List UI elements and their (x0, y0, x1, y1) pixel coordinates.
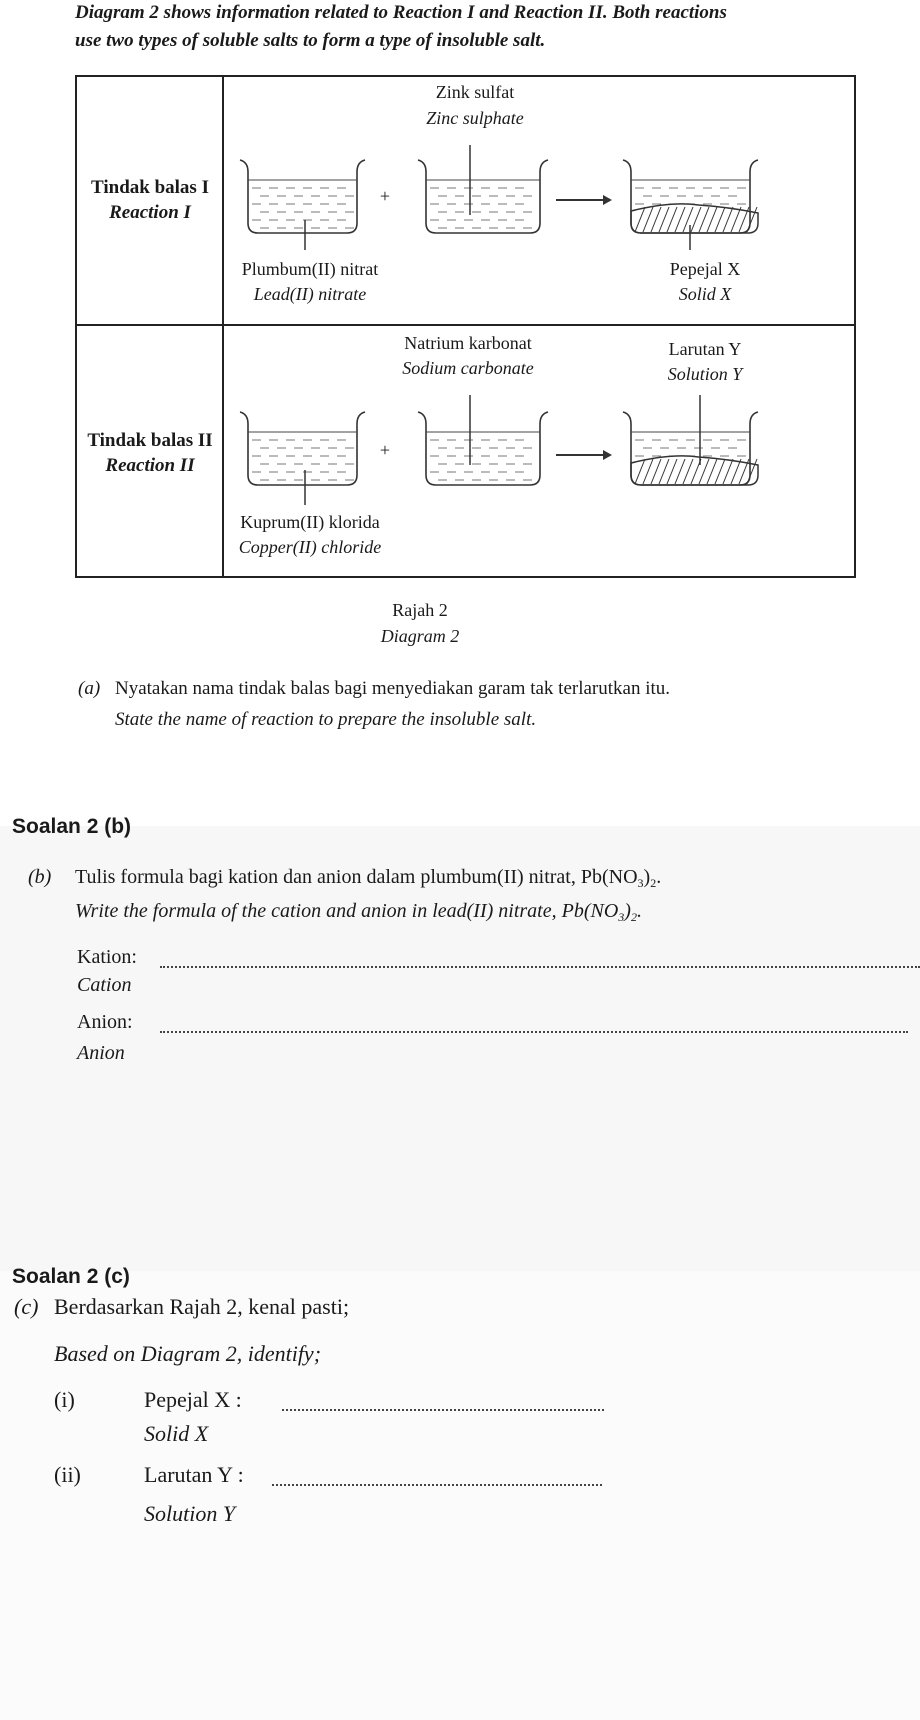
section-heading: Soalan 2 (c) (12, 1265, 130, 1288)
sodium-carbonate-label: Natrium karbonat (404, 333, 532, 353)
solid-x-answer-field[interactable] (282, 1409, 604, 1411)
beaker-icon (623, 160, 758, 233)
intro-line: Diagram 2 shows information related to Reaction I and Reaction II. Both reactions (75, 2, 727, 23)
question-marker: (b) (28, 866, 52, 888)
question-b-text: Tulis formula bagi kation dan anion dalam plumbum(II) nitrat, $Pb(NO_3)_2$. (75, 866, 662, 890)
sodium-carbonate-label-en: Sodium carbonate (402, 358, 534, 378)
beaker-icon (240, 160, 365, 233)
reaction2-label-en: Reaction II (105, 455, 195, 476)
solid-x-question-en: Solid X (144, 1421, 209, 1446)
question-c-text-en: Based on Diagram 2, identify; (54, 1341, 322, 1366)
zinc-sulphate-label: Zink sulfat (435, 82, 515, 102)
solution-y-question: Larutan Y : (144, 1462, 244, 1487)
arrow-icon (603, 450, 612, 460)
question-a-text-en: State the name of reaction to prepare the insoluble salt. (115, 709, 537, 730)
question-marker: (c) (14, 1294, 39, 1319)
question-a-text: Nyatakan nama tindak balas bagi menyediakan garam tak terlarutkan itu. (115, 678, 671, 699)
arrow-icon (603, 195, 612, 205)
subquestion-marker: (ii) (54, 1462, 81, 1487)
diagram-border (76, 76, 855, 577)
copper-chloride-label-en: Copper(II) chloride (238, 537, 382, 557)
solution-y-label-en: Solution Y (667, 364, 743, 384)
solid-x-label-en: Solid X (678, 284, 732, 304)
diagram-caption-en: Diagram 2 (380, 626, 460, 646)
copper-chloride-label: Kuprum(II) klorida (240, 512, 380, 532)
reaction2-label: Tindak balas II (87, 430, 213, 451)
reaction1-label: Tindak balas I (91, 177, 209, 198)
solid-x-question: Pepejal X : (144, 1387, 242, 1412)
cation-answer-field[interactable] (160, 966, 920, 968)
diagram-caption: Rajah 2 (392, 600, 448, 620)
cation-label: Kation: (77, 946, 137, 968)
cation-label-en: Cation (77, 974, 132, 996)
background-band (0, 1271, 920, 1720)
lead-nitrate-label-en: Lead(II) nitrate (253, 284, 367, 304)
background-band (0, 826, 920, 1271)
intro-line: use two types of soluble salts to form a type of insoluble salt. (75, 30, 546, 51)
lead-nitrate-label: Plumbum(II) nitrat (241, 259, 379, 279)
solution-y-question-en: Solution Y (144, 1501, 236, 1526)
question-marker: (a) (78, 678, 101, 699)
reaction1-label-en: Reaction I (109, 202, 191, 223)
solution-y-label: Larutan Y (668, 339, 742, 359)
solution-y-answer-field[interactable] (272, 1484, 602, 1486)
zinc-sulphate-label-en: Zinc sulphate (426, 108, 524, 128)
beaker-icon (623, 412, 758, 485)
anion-label: Anion: (77, 1011, 133, 1033)
anion-label-en: Anion (77, 1042, 125, 1064)
beaker-icon (418, 412, 548, 485)
plus-sign: + (379, 186, 391, 206)
solid-x-label: Pepejal X (669, 259, 741, 279)
anion-answer-field[interactable] (160, 1031, 908, 1033)
plus-sign: + (379, 440, 391, 460)
beaker-icon (418, 160, 548, 233)
question-c-text: Berdasarkan Rajah 2, kenal pasti; (54, 1294, 350, 1319)
question-b-text-en: Write the formula of the cation and anion in lead(II) nitrate, $Pb(NO_3)_2$. (75, 900, 642, 924)
beaker-icon (240, 412, 365, 485)
section-heading: Soalan 2 (b) (12, 815, 132, 838)
subquestion-marker: (i) (54, 1387, 75, 1412)
